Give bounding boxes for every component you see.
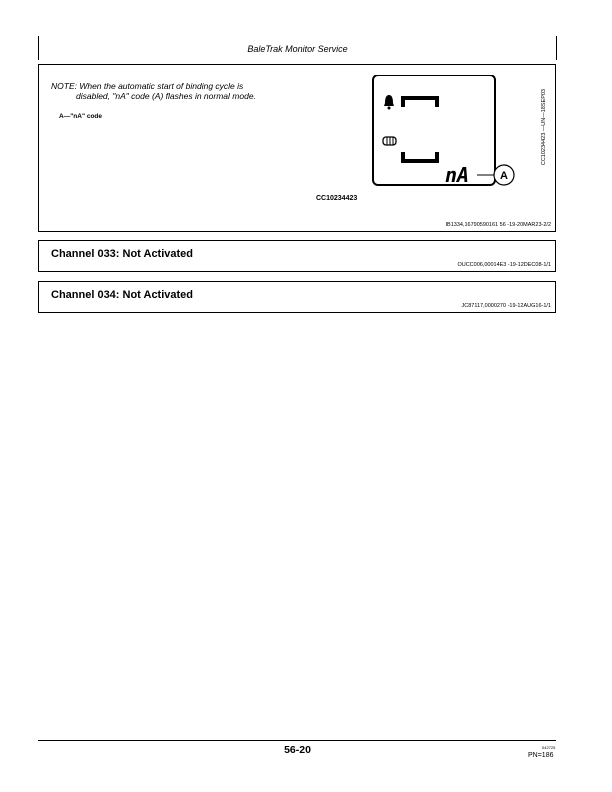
note-line-2: disabled, "nA" code (A) flashes in normal mode.	[76, 91, 256, 101]
channel-034-ref-code: JC87117,0000270 -19-12AUG16-1/1	[461, 303, 551, 309]
channel-033-section	[38, 240, 556, 272]
bale-chamber-icon	[383, 137, 396, 145]
lcd-display-illustration	[371, 75, 541, 195]
channel-033-title: Channel 033: Not Activated	[51, 248, 194, 260]
callout-label: A	[500, 170, 508, 182]
figure-legend: A—"nA" code	[59, 113, 102, 120]
footer-rule	[38, 740, 556, 741]
page-number: 56-20	[284, 744, 311, 756]
figure-side-code: CC10234423 —UN—18SEP03	[541, 89, 547, 166]
note-ref-code: IB1334,16790590161 56 -19-20MAR23-2/2	[445, 222, 551, 228]
note-text	[51, 81, 301, 101]
channel-034-title: Channel 034: Not Activated	[51, 289, 194, 301]
footer-pn: PN=186	[528, 752, 554, 759]
footer-small-code: 042725	[542, 745, 556, 750]
note-section	[38, 64, 556, 232]
channel-033-ref-code: OUCC006,00014E3 -19-12DEC08-1/1	[457, 262, 551, 268]
figure-caption: CC10234423	[316, 195, 358, 202]
channel-034-section	[38, 281, 556, 313]
page-header: BaleTrak Monitor Service	[247, 44, 348, 54]
note-line-1: NOTE: When the automatic start of binding cycle is	[51, 81, 244, 91]
lcd-na-code: nA	[445, 163, 470, 187]
lcd-display-figure	[371, 75, 541, 200]
